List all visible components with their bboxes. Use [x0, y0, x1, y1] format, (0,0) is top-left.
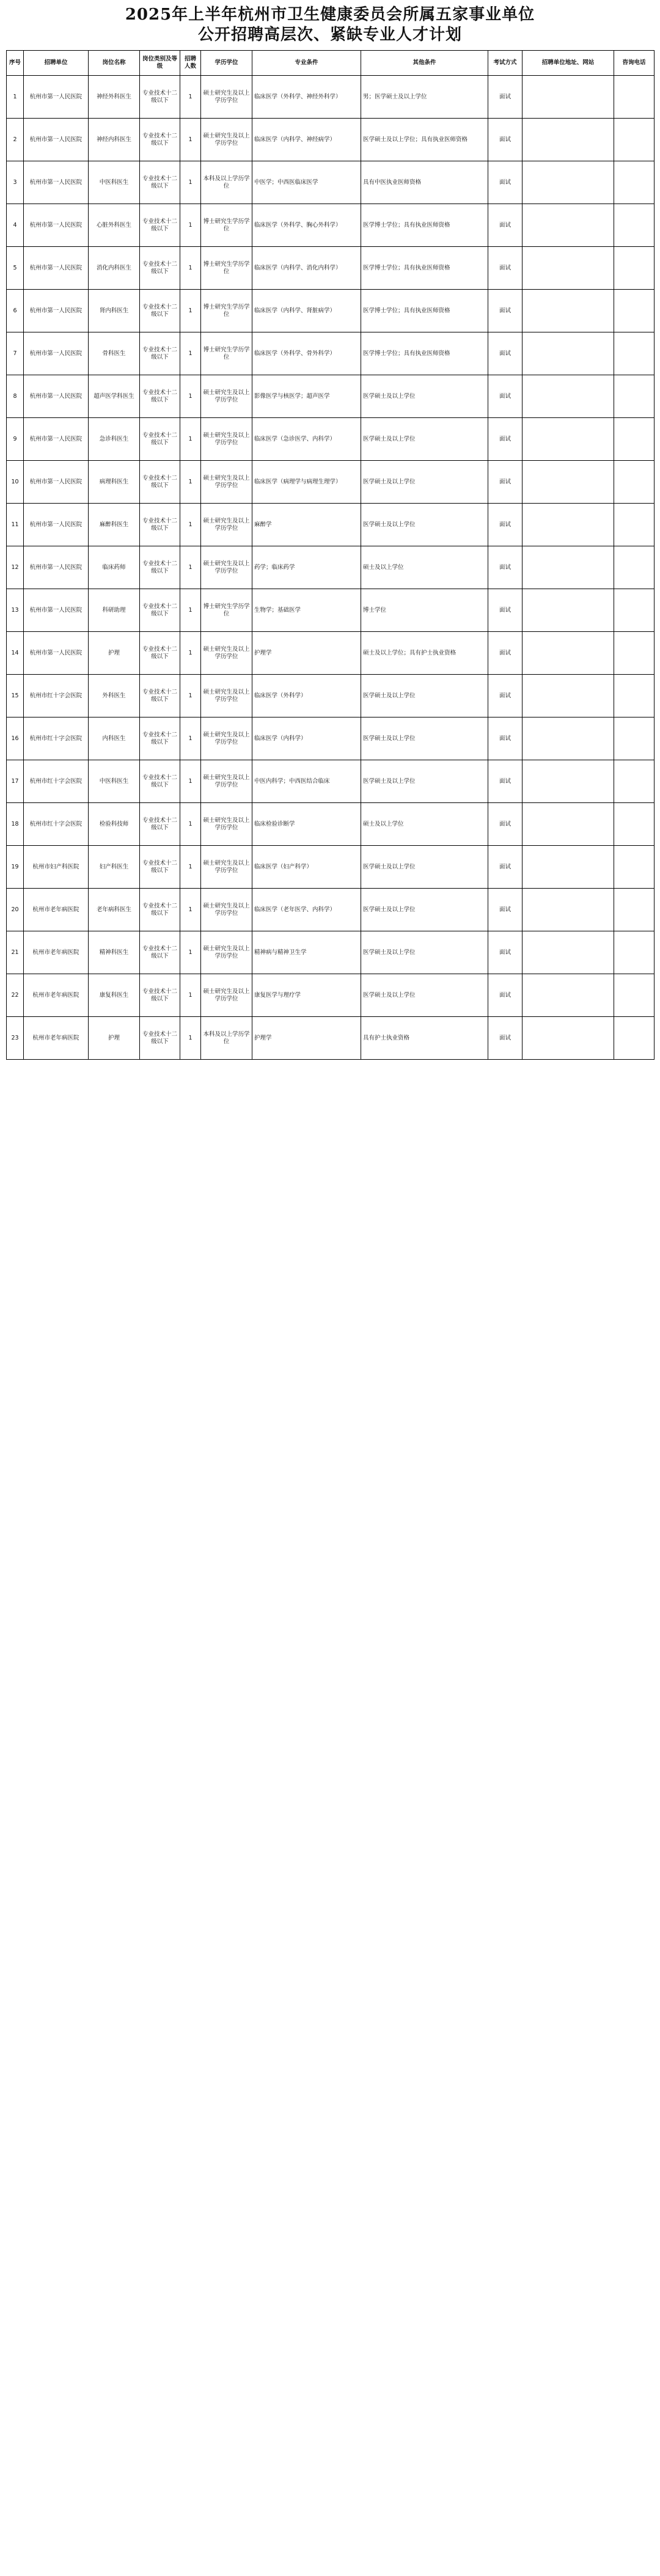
table-cell: 面试 [488, 119, 522, 161]
table-cell: 1 [180, 418, 201, 461]
table-cell: 科研助理 [89, 589, 140, 632]
table-row [7, 418, 654, 461]
table-cell: 面试 [488, 332, 522, 375]
table-cell: 临床医学（老年医学、内科学） [252, 889, 361, 931]
table-cell: 医学博士学位；具有执业医师资格 [361, 290, 488, 332]
table-cell: 面试 [488, 846, 522, 889]
table-cell [614, 889, 654, 931]
table-cell [614, 974, 654, 1017]
table-row [7, 375, 654, 418]
table-cell: 11 [7, 504, 24, 546]
table-cell [522, 846, 614, 889]
table-cell: 临床医学（内科学、神经病学） [252, 119, 361, 161]
header-cell: 岗位类别及等级 [140, 51, 180, 76]
table-cell [522, 161, 614, 204]
table-cell: 博士研究生学历学位 [201, 332, 252, 375]
table-cell [614, 461, 654, 504]
table-cell: 专业技术十二级以下 [140, 632, 180, 675]
table-cell: 医学硕士及以上学位 [361, 974, 488, 1017]
table-cell: 杭州市第一人民医院 [24, 632, 89, 675]
table-cell: 硕士研究生及以上学历学位 [201, 974, 252, 1017]
table-cell: 博士研究生学历学位 [201, 204, 252, 247]
table-cell: 面试 [488, 546, 522, 589]
table-cell: 1 [180, 546, 201, 589]
table-row [7, 717, 654, 760]
table-cell: 护理 [89, 1017, 140, 1060]
table-cell [614, 760, 654, 803]
table-cell: 专业技术十二级以下 [140, 375, 180, 418]
table-cell: 5 [7, 247, 24, 290]
table-cell [522, 803, 614, 846]
table-cell: 1 [180, 632, 201, 675]
table-cell: 专业技术十二级以下 [140, 76, 180, 119]
table-cell: 面试 [488, 504, 522, 546]
document-page [6, 0, 654, 1060]
table-cell: 具有中医执业医师资格 [361, 161, 488, 204]
table-header-row [7, 51, 654, 76]
table-cell: 硕士研究生及以上学历学位 [201, 846, 252, 889]
table-cell: 护理 [89, 632, 140, 675]
table-cell: 16 [7, 717, 24, 760]
table-cell: 杭州市第一人民医院 [24, 76, 89, 119]
table-cell [522, 119, 614, 161]
table-cell: 临床医学（急诊医学、内科学） [252, 418, 361, 461]
table-cell: 1 [180, 332, 201, 375]
table-cell [614, 332, 654, 375]
table-row [7, 1017, 654, 1060]
table-cell [614, 161, 654, 204]
table-cell: 14 [7, 632, 24, 675]
table-cell: 杭州市红十字会医院 [24, 760, 89, 803]
table-cell: 专业技术十二级以下 [140, 846, 180, 889]
table-cell: 专业技术十二级以下 [140, 204, 180, 247]
table-cell: 面试 [488, 418, 522, 461]
table-cell: 硕士研究生及以上学历学位 [201, 461, 252, 504]
table-cell [614, 931, 654, 974]
table-cell [614, 632, 654, 675]
table-cell: 专业技术十二级以下 [140, 247, 180, 290]
table-cell [614, 76, 654, 119]
table-cell: 杭州市红十字会医院 [24, 675, 89, 717]
header-cell: 专业条件 [252, 51, 361, 76]
table-cell [522, 589, 614, 632]
table-cell: 中医内科学；中西医结合临床 [252, 760, 361, 803]
table-cell: 本科及以上学历学位 [201, 161, 252, 204]
table-cell: 杭州市第一人民医院 [24, 375, 89, 418]
table-cell [522, 247, 614, 290]
table-row [7, 675, 654, 717]
table-cell [614, 1017, 654, 1060]
table-cell [614, 375, 654, 418]
table-cell: 中医科医生 [89, 161, 140, 204]
table-cell [522, 1017, 614, 1060]
table-row [7, 846, 654, 889]
table-cell [522, 889, 614, 931]
table-cell: 杭州市老年病医院 [24, 974, 89, 1017]
table-cell: 硕士研究生及以上学历学位 [201, 375, 252, 418]
table-cell: 22 [7, 974, 24, 1017]
table-cell: 硕士研究生及以上学历学位 [201, 546, 252, 589]
table-cell: 临床医学（外科学、胸心外科学） [252, 204, 361, 247]
table-cell: 医学硕士及以上学位 [361, 846, 488, 889]
table-cell: 杭州市第一人民医院 [24, 461, 89, 504]
table-cell [614, 119, 654, 161]
header-cell: 咨询电话 [614, 51, 654, 76]
table-cell: 专业技术十二级以下 [140, 504, 180, 546]
table-row [7, 161, 654, 204]
table-cell: 临床医学（内科学、肾脏病学） [252, 290, 361, 332]
header-cell: 招聘单位地址、网站 [522, 51, 614, 76]
table-cell: 医学博士学位；具有执业医师资格 [361, 204, 488, 247]
table-cell: 面试 [488, 717, 522, 760]
table-cell: 18 [7, 803, 24, 846]
table-cell: 硕士及以上学位 [361, 803, 488, 846]
table-cell: 精神科医生 [89, 931, 140, 974]
table-cell [522, 504, 614, 546]
table-cell: 杭州市妇产科医院 [24, 846, 89, 889]
table-cell: 临床药师 [89, 546, 140, 589]
table-cell: 消化内科医生 [89, 247, 140, 290]
table-cell: 超声医学科医生 [89, 375, 140, 418]
table-cell [522, 418, 614, 461]
table-cell [614, 546, 654, 589]
table-cell: 专业技术十二级以下 [140, 1017, 180, 1060]
table-cell: 临床医学（内科学、消化内科学） [252, 247, 361, 290]
table-cell: 专业技术十二级以下 [140, 589, 180, 632]
table-cell [614, 290, 654, 332]
table-cell: 硕士研究生及以上学历学位 [201, 803, 252, 846]
table-cell: 20 [7, 889, 24, 931]
table-cell: 中医科医生 [89, 760, 140, 803]
table-cell [614, 204, 654, 247]
table-cell: 硕士研究生及以上学历学位 [201, 717, 252, 760]
table-cell [522, 675, 614, 717]
table-cell: 麻醉学 [252, 504, 361, 546]
table-cell: 7 [7, 332, 24, 375]
table-cell [614, 803, 654, 846]
table-cell: 麻醉科医生 [89, 504, 140, 546]
table-cell [522, 204, 614, 247]
table-cell: 杭州市第一人民医院 [24, 546, 89, 589]
header-cell: 其他条件 [361, 51, 488, 76]
table-row [7, 632, 654, 675]
table-cell: 神经外科医生 [89, 76, 140, 119]
table-cell: 医学硕士及以上学位 [361, 889, 488, 931]
table-cell: 医学博士学位；具有执业医师资格 [361, 247, 488, 290]
table-cell: 中医学；中西医临床医学 [252, 161, 361, 204]
header-cell: 序号 [7, 51, 24, 76]
table-cell: 生物学；基础医学 [252, 589, 361, 632]
table-cell: 硕士研究生及以上学历学位 [201, 675, 252, 717]
table-cell: 肾内科医生 [89, 290, 140, 332]
table-cell: 临床医学（外科学、骨外科学） [252, 332, 361, 375]
table-cell: 1 [180, 760, 201, 803]
table-cell: 2 [7, 119, 24, 161]
table-cell: 面试 [488, 803, 522, 846]
table-cell: 硕士研究生及以上学历学位 [201, 504, 252, 546]
table-cell: 21 [7, 931, 24, 974]
table-cell: 影像医学与核医学；超声医学 [252, 375, 361, 418]
table-cell: 15 [7, 675, 24, 717]
table-cell: 杭州市老年病医院 [24, 1017, 89, 1060]
table-cell: 医学硕士及以上学位 [361, 461, 488, 504]
table-row [7, 974, 654, 1017]
table-cell: 专业技术十二级以下 [140, 418, 180, 461]
table-cell: 检验科技师 [89, 803, 140, 846]
table-cell: 8 [7, 375, 24, 418]
table-cell: 杭州市第一人民医院 [24, 504, 89, 546]
table-body [7, 76, 654, 1060]
table-cell: 杭州市第一人民医院 [24, 290, 89, 332]
table-cell: 本科及以上学历学位 [201, 1017, 252, 1060]
header-cell: 招聘单位 [24, 51, 89, 76]
table-row [7, 931, 654, 974]
table-cell: 1 [180, 161, 201, 204]
table-cell [614, 589, 654, 632]
table-cell: 专业技术十二级以下 [140, 675, 180, 717]
table-cell: 面试 [488, 974, 522, 1017]
table-cell: 17 [7, 760, 24, 803]
table-row [7, 76, 654, 119]
table-cell: 医学硕士及以上学位 [361, 675, 488, 717]
table-cell: 面试 [488, 461, 522, 504]
table-cell: 硕士研究生及以上学历学位 [201, 632, 252, 675]
table-cell: 杭州市老年病医院 [24, 889, 89, 931]
table-cell: 1 [180, 717, 201, 760]
table-cell: 3 [7, 161, 24, 204]
table-cell: 1 [180, 504, 201, 546]
table-cell: 杭州市第一人民医院 [24, 247, 89, 290]
table-cell [522, 76, 614, 119]
header-cell: 招聘人数 [180, 51, 201, 76]
table-cell: 1 [180, 803, 201, 846]
table-row [7, 332, 654, 375]
table-cell [522, 546, 614, 589]
table-cell: 杭州市红十字会医院 [24, 717, 89, 760]
table-cell: 1 [180, 119, 201, 161]
table-row [7, 461, 654, 504]
table-cell [522, 461, 614, 504]
table-cell: 1 [180, 290, 201, 332]
table-cell: 硕士研究生及以上学历学位 [201, 760, 252, 803]
table-row [7, 889, 654, 931]
table-cell: 硕士及以上学位 [361, 546, 488, 589]
table-cell: 专业技术十二级以下 [140, 461, 180, 504]
table-row [7, 589, 654, 632]
table-cell: 1 [180, 204, 201, 247]
table-cell: 专业技术十二级以下 [140, 290, 180, 332]
table-cell: 急诊科医生 [89, 418, 140, 461]
table-cell: 老年病科医生 [89, 889, 140, 931]
table-cell [522, 290, 614, 332]
table-cell: 博士研究生学历学位 [201, 247, 252, 290]
table-cell: 医学硕士及以上学位 [361, 375, 488, 418]
table-cell [614, 717, 654, 760]
table-cell: 面试 [488, 375, 522, 418]
table-cell: 面试 [488, 589, 522, 632]
table-cell: 1 [180, 461, 201, 504]
table-cell: 1 [180, 931, 201, 974]
table-cell: 博士学位 [361, 589, 488, 632]
table-cell: 医学硕士及以上学位 [361, 418, 488, 461]
table-cell: 医学硕士及以上学位 [361, 931, 488, 974]
table-cell: 临床医学（外科学、神经外科学） [252, 76, 361, 119]
table-cell: 精神病与精神卫生学 [252, 931, 361, 974]
table-cell [522, 717, 614, 760]
table-row [7, 504, 654, 546]
header-cell: 岗位名称 [89, 51, 140, 76]
table-cell: 博士研究生学历学位 [201, 290, 252, 332]
table-cell: 4 [7, 204, 24, 247]
table-cell: 面试 [488, 760, 522, 803]
table-cell: 面试 [488, 675, 522, 717]
table-cell: 医学硕士及以上学位 [361, 760, 488, 803]
table-row [7, 760, 654, 803]
table-cell: 杭州市第一人民医院 [24, 589, 89, 632]
table-cell: 专业技术十二级以下 [140, 760, 180, 803]
table-cell: 10 [7, 461, 24, 504]
table-cell: 硕士研究生及以上学历学位 [201, 889, 252, 931]
table-cell: 19 [7, 846, 24, 889]
table-cell [522, 375, 614, 418]
table-cell: 专业技术十二级以下 [140, 889, 180, 931]
table-cell: 6 [7, 290, 24, 332]
table-cell: 专业技术十二级以下 [140, 161, 180, 204]
title-line-2: 公开招聘高层次、紧缺专业人才计划 [197, 26, 462, 44]
table-cell: 硕士研究生及以上学历学位 [201, 119, 252, 161]
table-cell [614, 418, 654, 461]
table-cell: 临床医学（外科学） [252, 675, 361, 717]
table-row [7, 546, 654, 589]
table-cell: 面试 [488, 632, 522, 675]
table-cell: 杭州市第一人民医院 [24, 119, 89, 161]
table-cell: 内科医生 [89, 717, 140, 760]
table-cell: 临床医学（内科学） [252, 717, 361, 760]
table-cell: 专业技术十二级以下 [140, 717, 180, 760]
table-cell [522, 632, 614, 675]
table-cell [614, 846, 654, 889]
document-title [6, 5, 654, 45]
header-cell: 学历学位 [201, 51, 252, 76]
table-cell [614, 675, 654, 717]
table-cell [522, 760, 614, 803]
table-cell: 1 [7, 76, 24, 119]
table-row [7, 119, 654, 161]
table-cell: 1 [180, 1017, 201, 1060]
table-cell: 1 [180, 974, 201, 1017]
title-line-1: 2025年上半年杭州市卫生健康委员会所属五家事业单位 [125, 6, 535, 24]
table-cell: 护理学 [252, 1017, 361, 1060]
table-cell: 杭州市第一人民医院 [24, 418, 89, 461]
table-cell: 12 [7, 546, 24, 589]
table-cell: 专业技术十二级以下 [140, 546, 180, 589]
table-cell: 杭州市第一人民医院 [24, 161, 89, 204]
table-cell: 临床检验诊断学 [252, 803, 361, 846]
table-cell: 23 [7, 1017, 24, 1060]
table-cell: 杭州市第一人民医院 [24, 204, 89, 247]
table-cell: 杭州市老年病医院 [24, 931, 89, 974]
table-cell: 医学硕士及以上学位 [361, 717, 488, 760]
table-cell: 医学博士学位；具有执业医师资格 [361, 332, 488, 375]
table-cell: 博士研究生学历学位 [201, 589, 252, 632]
table-cell: 医学硕士及以上学位；具有执业医师资格 [361, 119, 488, 161]
table-cell: 心脏外科医生 [89, 204, 140, 247]
table-cell: 面试 [488, 247, 522, 290]
table-row [7, 247, 654, 290]
table-cell: 康复医学与理疗学 [252, 974, 361, 1017]
table-row [7, 204, 654, 247]
table-row [7, 803, 654, 846]
table-cell: 杭州市红十字会医院 [24, 803, 89, 846]
table-cell: 面试 [488, 76, 522, 119]
table-cell: 硕士及以上学位；具有护士执业资格 [361, 632, 488, 675]
table-cell: 13 [7, 589, 24, 632]
table-cell: 外科医生 [89, 675, 140, 717]
table-cell: 病理科医生 [89, 461, 140, 504]
table-cell: 专业技术十二级以下 [140, 803, 180, 846]
table-cell: 1 [180, 675, 201, 717]
recruitment-table [6, 50, 654, 1060]
table-cell [522, 974, 614, 1017]
table-cell: 硕士研究生及以上学历学位 [201, 931, 252, 974]
table-cell: 1 [180, 76, 201, 119]
table-cell: 面试 [488, 1017, 522, 1060]
table-cell: 专业技术十二级以下 [140, 931, 180, 974]
table-cell: 1 [180, 889, 201, 931]
table-cell [522, 931, 614, 974]
table-cell: 硕士研究生及以上学历学位 [201, 76, 252, 119]
table-cell: 专业技术十二级以下 [140, 332, 180, 375]
header-cell: 考试方式 [488, 51, 522, 76]
table-cell: 面试 [488, 161, 522, 204]
table-cell: 具有护士执业资格 [361, 1017, 488, 1060]
table-cell: 面试 [488, 204, 522, 247]
table-cell: 骨科医生 [89, 332, 140, 375]
table-cell [614, 247, 654, 290]
table-cell: 医学硕士及以上学位 [361, 504, 488, 546]
table-cell: 面试 [488, 889, 522, 931]
table-cell: 护理学 [252, 632, 361, 675]
table-cell: 杭州市第一人民医院 [24, 332, 89, 375]
table-cell: 临床医学（病理学与病理生理学） [252, 461, 361, 504]
table-cell [614, 504, 654, 546]
table-cell: 专业技术十二级以下 [140, 119, 180, 161]
table-cell: 临床医学（妇产科学） [252, 846, 361, 889]
table-cell: 1 [180, 375, 201, 418]
table-cell: 男；医学硕士及以上学位 [361, 76, 488, 119]
table-cell: 康复科医生 [89, 974, 140, 1017]
table-cell: 1 [180, 589, 201, 632]
table-row [7, 290, 654, 332]
table-cell: 面试 [488, 931, 522, 974]
table-cell [522, 332, 614, 375]
table-cell: 1 [180, 846, 201, 889]
table-cell: 面试 [488, 290, 522, 332]
table-cell: 1 [180, 247, 201, 290]
table-cell: 药学；临床药学 [252, 546, 361, 589]
table-cell: 硕士研究生及以上学历学位 [201, 418, 252, 461]
table-cell: 专业技术十二级以下 [140, 974, 180, 1017]
table-cell: 9 [7, 418, 24, 461]
table-cell: 神经内科医生 [89, 119, 140, 161]
table-cell: 妇产科医生 [89, 846, 140, 889]
